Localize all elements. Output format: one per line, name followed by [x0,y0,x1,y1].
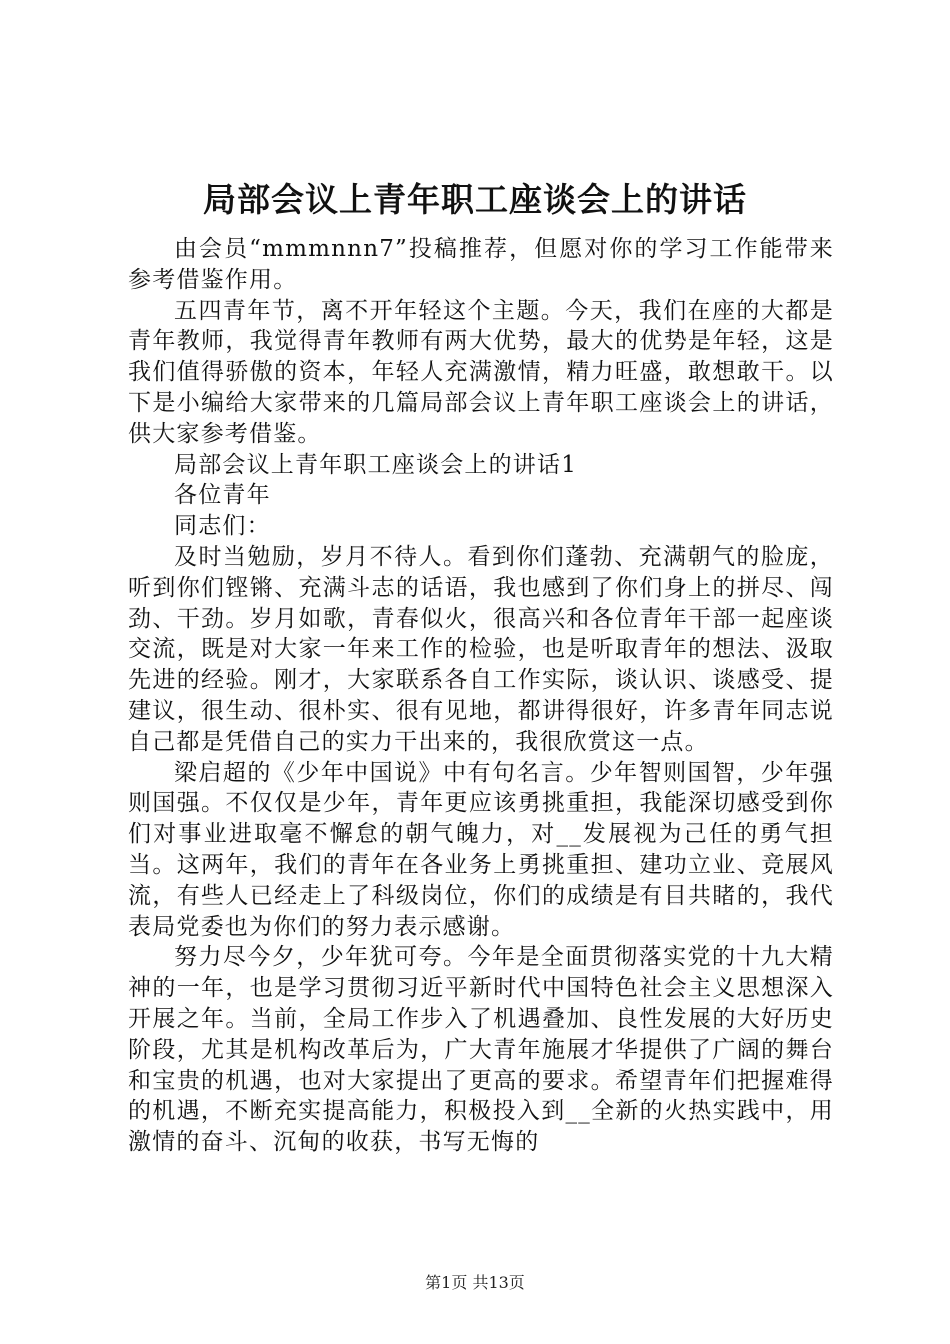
document-title: 局部会议上青年职工座谈会上的讲话 [203,180,747,219]
salutation-line-1: 各位青年 [174,482,271,509]
page-number-footer: 第1页 共13页 [425,1273,525,1292]
paragraph-body-2: 梁启超的《少年中国说》中有句名言。少年智则国智，少年强则国强。不仅仅是少年，青年更应该勇挑重担，我能深切感受到你们对事业进取毫不懈怠的朝气魄力，对__发展视为己任的勇气担当。这两年，我们的青年在各业务上勇挑重担、建功立业、竞展风流，有些人已经走上了科级岗位，你们的成绩是有目共睹的，我代表局党委也为你们的努力表示感谢。 [128,759,834,940]
paragraph-body-1: 及时当勉励，岁月不待人。看到你们蓬勃、充满朝气的脸庞，听到你们铿锵、充满斗志的话语，我也感到了你们身上的拼尽、闯劲、干劲。岁月如歌，青春似火，很高兴和各位青年干部一起座谈交流，既是对大家一年来工作的检验，也是听取青年的想法、汲取先进的经验。刚才，大家联系各自工作实际，谈认识、谈感受、提建议，很生动、很朴实、很有见地，都讲得很好，许多青年同志说自己都是凭借自己的实力干出来的，我很欣赏这一点。 [128,543,834,755]
paragraph-intro-note: 由会员“mmmnnn7”投稿推荐，但愿对你的学习工作能带来参考借鉴作用。 [128,236,834,293]
salutation-line-2: 同志们： [174,513,271,540]
paragraph-body-3: 努力尽今夕，少年犹可夸。今年是全面贯彻落实党的十九大精神的一年，也是学习贯彻习近平新时代中国特色社会主义思想深入开展之年。当前，全局工作步入了机遇叠加、良性发展的大好历史阶段，尤其是机构改革后为，广大青年施展才华提供了广阔的舞台和宝贵的机遇，也对大家提出了更高的要求。希望青年们把握难得的机遇，不断充实提高能力，积极投入到__全新的火热实践中，用激情的奋斗、沉甸的收获，书写无悔的 [128,944,834,1156]
section-heading-speech-1: 局部会议上青年职工座谈会上的讲话1 [174,451,578,478]
paragraph-introduction: 五四青年节，离不开年轻这个主题。今天，我们在座的大都是青年教师，我觉得青年教师有两大优势，最大的优势是年轻，这是我们值得骄傲的资本，年轻人充满激情，精力旺盛，敢想敢干。以下是小编给大家带来的几篇局部会议上青年职工座谈会上的讲话，供大家参考借鉴。 [128,297,834,447]
document-body [128,234,834,1158]
